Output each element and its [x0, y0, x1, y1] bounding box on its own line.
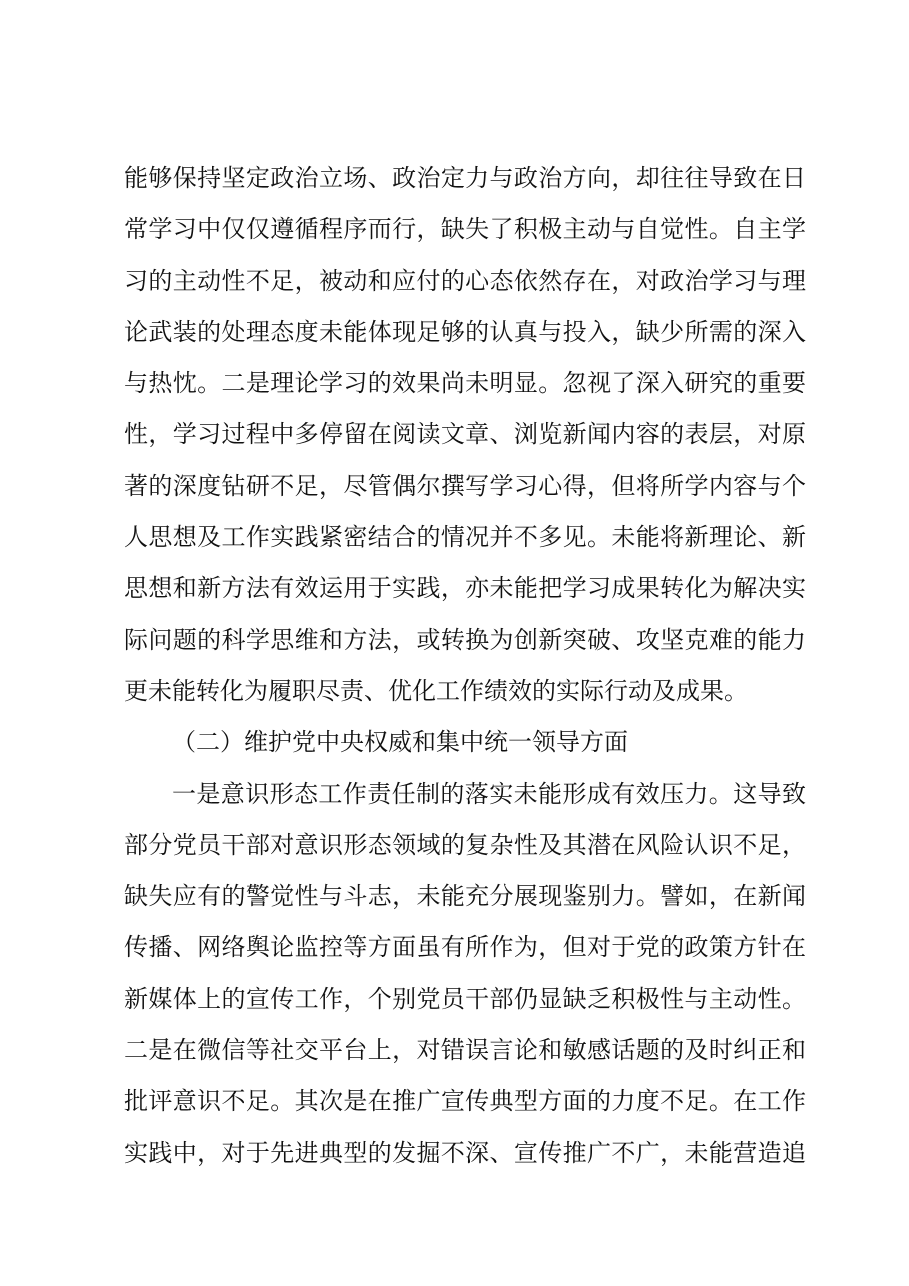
- text-line: 能够保持坚定政治立场、政治定力与政治方向，却往往导致在日: [124, 164, 806, 192]
- text-line: 更未能转化为履职尽责、优化工作绩效的实际行动及成果。: [124, 676, 748, 705]
- text-line: 新媒体上的宣传工作，个别党员干部仍显缺乏积极性与主动性。: [124, 984, 806, 1013]
- text-line: 性，学习过程中多停留在阅读文章、浏览新闻内容的表层，对原: [124, 420, 806, 449]
- text-line: 论武装的处理态度未能体现足够的认真与投入，缺少所需的深入: [124, 317, 806, 346]
- text-line: 二是在微信等社交平台上，对错误言论和敏感话题的及时纠正和: [124, 1036, 806, 1065]
- text-line: 缺失应有的警觉性与斗志，未能充分展现鉴别力。譬如，在新闻: [124, 882, 806, 911]
- text-line: 与热忱。二是理论学习的效果尚未明显。忽视了深入研究的重要: [124, 369, 806, 398]
- paragraph-2: [124, 769, 806, 1179]
- text-line: 习的主动性不足，被动和应付的心态依然存在，对政治学习与理: [124, 266, 806, 295]
- text-line: 思想和新方法有效运用于实践，亦未能把学习成果转化为解决实: [124, 574, 806, 603]
- text-line: 部分党员干部对意识形态领域的复杂性及其潜在风险认识不足，: [124, 830, 806, 859]
- text-line: 传播、网络舆论监控等方面虽有所作为，但对于党的政策方针在: [124, 933, 806, 962]
- text-line: 际问题的科学思维和方法，或转换为创新突破、攻坚克难的能力: [124, 625, 806, 654]
- text-line: 常学习中仅仅遵循程序而行，缺失了积极主动与自觉性。自主学: [124, 215, 806, 244]
- section-heading: （二）维护党中央权威和集中统一领导方面: [172, 728, 628, 757]
- document-body: [124, 153, 806, 1179]
- text-line: 实践中，对于先进典型的发掘不深、宣传推广不广，未能营造追: [124, 1138, 806, 1167]
- paragraph-1: [124, 153, 806, 717]
- text-line: 人思想及工作实践紧密结合的情况并不多见。未能将新理论、新: [124, 523, 806, 552]
- text-line: 批评意识不足。其次是在推广宣传典型方面的力度不足。在工作: [124, 1087, 806, 1116]
- text-line: 一是意识形态工作责任制的落实未能形成有效压力。这导致: [172, 779, 806, 808]
- text-line: 著的深度钻研不足，尽管偶尔撰写学习心得，但将所学内容与个: [124, 471, 806, 500]
